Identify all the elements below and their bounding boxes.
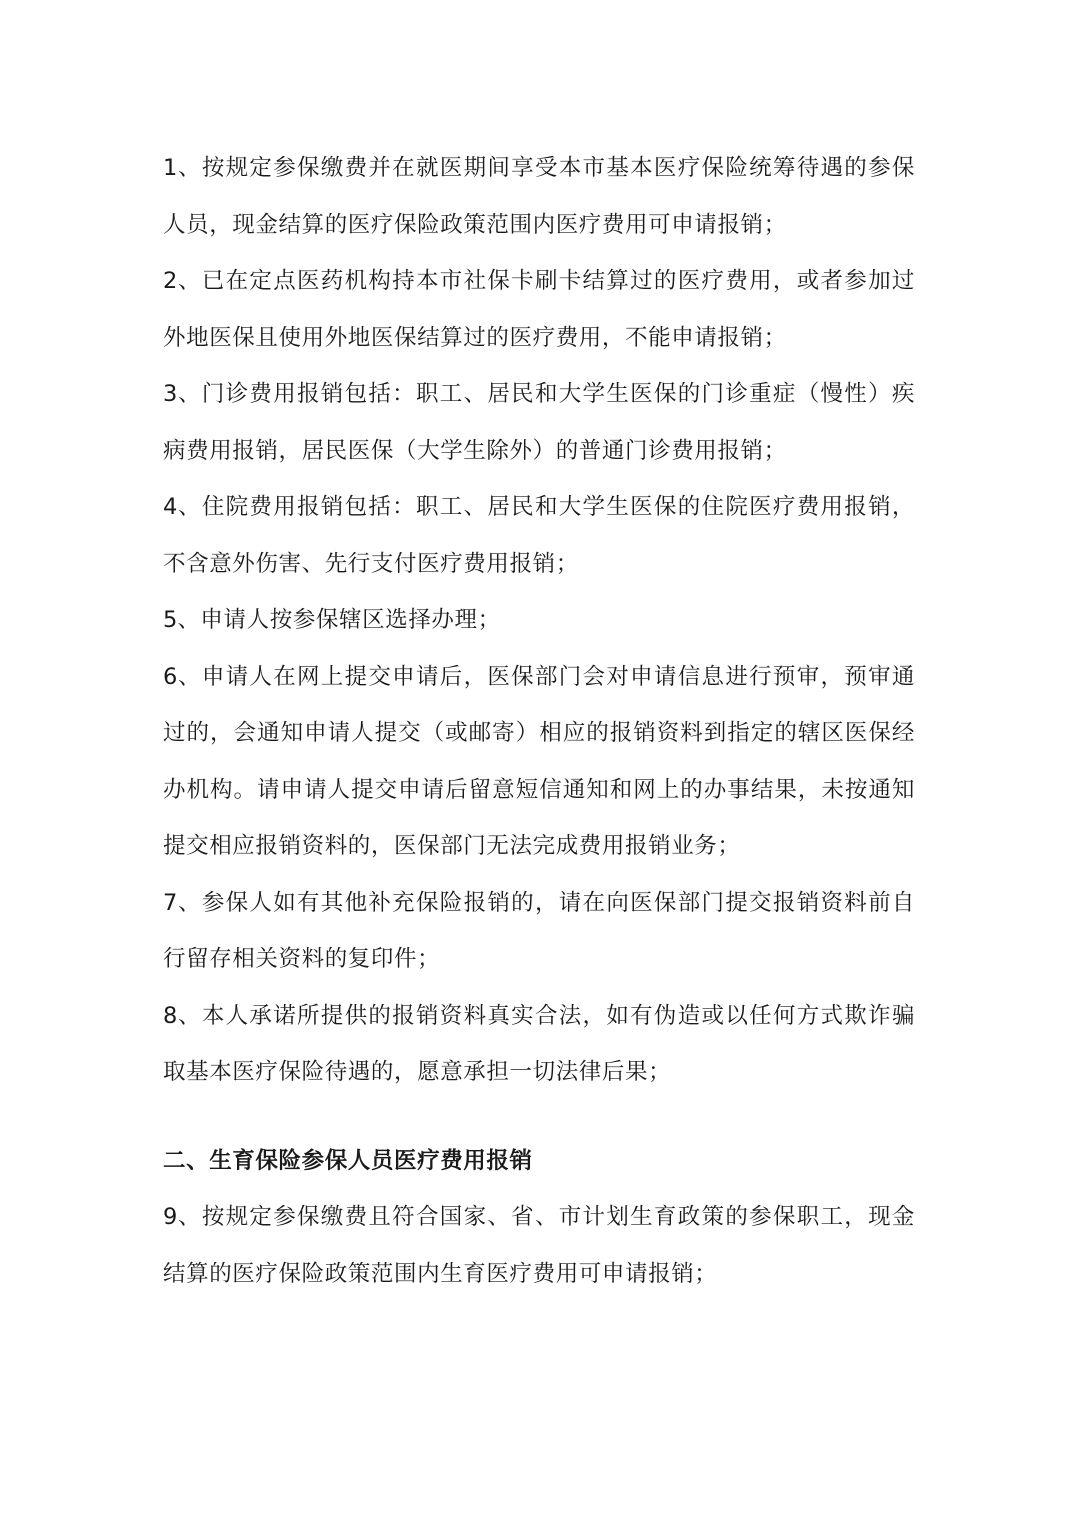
item-number: 6 <box>163 663 178 690</box>
section-heading: 二、生育保险参保人员医疗费用报销 <box>163 1147 533 1174</box>
list-item-7 <box>163 875 915 988</box>
item-text: 、住院费用报销包括：职工、居民和大学生医保的住院医疗费用报销，不含意外伤害、先行支付医疗费用报销； <box>163 494 915 577</box>
item-number: 1 <box>163 155 178 181</box>
item-number: 5 <box>163 607 178 633</box>
item-text: 、本人承诺所提供的报销资料真实合法，如有伪造或以任何方式欺诈骗取基本医疗保险待遇的，愿意承担一切法律后果； <box>163 1002 915 1085</box>
list-item-5 <box>163 592 915 649</box>
item-text: 、按规定参保缴费且符合国家、省、市计划生育政策的参保职工，现金结算的医疗保险政策范围内生育医疗费用可申请报销； <box>163 1204 915 1287</box>
item-number: 8 <box>163 1002 178 1029</box>
list-item-3 <box>163 366 915 479</box>
item-number: 7 <box>163 889 178 916</box>
item-text: 、参保人如有其他补充保险报销的，请在向医保部门提交报销资料前自行留存相关资料的复印件； <box>163 889 915 972</box>
list-item-6 <box>163 649 915 875</box>
item-text: 、申请人按参保辖区选择办理； <box>177 607 501 633</box>
list-item-9 <box>163 1189 915 1302</box>
item-number: 4 <box>163 494 178 520</box>
item-number: 2 <box>163 268 178 294</box>
list-item-4 <box>163 479 915 592</box>
item-text: 、申请人在网上提交申请后，医保部门会对申请信息进行预审，预审通过的，会通知申请人提交（或邮寄）相应的报销资料到指定的辖区医保经办机构。请申请人提交申请后留意短信通知和网上的办事结果，未按通知提交相应报销资料的，医保部门无法完成费用报销业务； <box>163 663 915 859</box>
item-number: 9 <box>163 1204 178 1230</box>
item-number: 3 <box>163 381 178 407</box>
item-text: 、门诊费用报销包括：职工、居民和大学生医保的门诊重症（慢性）疾病费用报销，居民医保（大学生除外）的普通门诊费用报销； <box>163 381 915 464</box>
document-body <box>163 140 915 1302</box>
item-text: 、按规定参保缴费并在就医期间享受本市基本医疗保险统筹待遇的参保人员，现金结算的医疗保险政策范围内医疗费用可申请报销； <box>163 155 915 238</box>
list-item-8 <box>163 988 915 1101</box>
item-text: 、已在定点医药机构持本市社保卡刷卡结算过的医疗费用，或者参加过外地医保且使用外地医保结算过的医疗费用，不能申请报销； <box>163 268 915 351</box>
list-item-1 <box>163 140 915 253</box>
list-item-2 <box>163 253 915 366</box>
